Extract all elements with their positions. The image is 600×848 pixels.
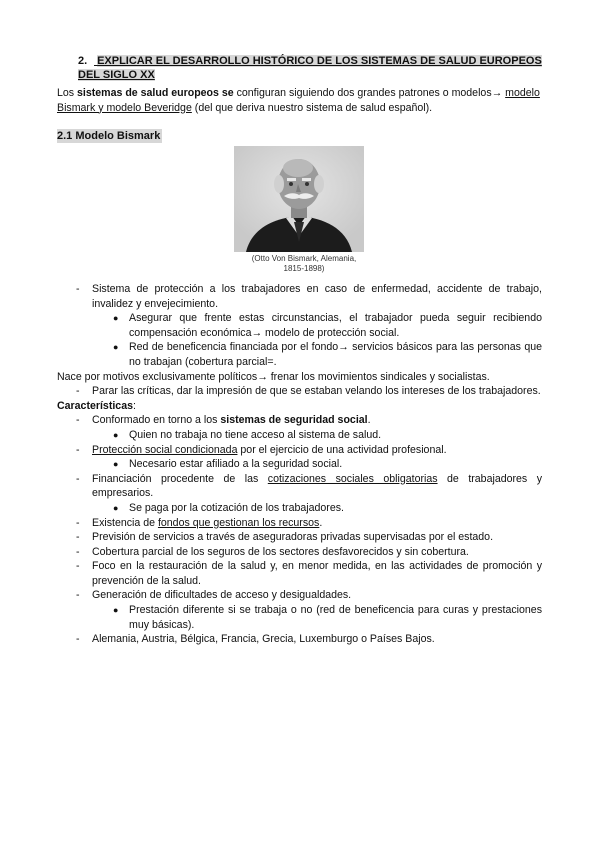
list-item xyxy=(0,428,600,443)
item-text: por el ejercicio de una actividad profesional. xyxy=(237,443,447,456)
item-text: Conformado en torno a los xyxy=(92,414,221,427)
list-item xyxy=(0,530,600,545)
item-text: Previsión de servicios a través de aseguradoras privadas supervisadas por el estado. xyxy=(92,531,494,544)
intro-underline: modelo Bismark y modelo Beveridge xyxy=(57,87,540,114)
dash-marker: - xyxy=(76,633,80,646)
item-text: Se paga por la cotización de los trabajadores. xyxy=(129,501,344,514)
item-text: . xyxy=(319,516,323,529)
item-underline: cotizaciones sociales obligatorias xyxy=(267,472,438,485)
section-number: 2. xyxy=(78,55,88,67)
paragraph-motivos: Nace por motivos exclusivamente políticos→ frenar los movimientos sindicales y socialistas. xyxy=(57,370,490,383)
item-text: Alemania, Austria, Bélgica, Francia, Grecia, Luxemburgo o Países Bajos. xyxy=(92,633,435,646)
list-item xyxy=(0,632,600,647)
list-item xyxy=(0,443,600,458)
bullet-icon: ● xyxy=(113,429,119,440)
item-text: . xyxy=(367,414,371,427)
dash-marker: - xyxy=(76,516,80,529)
intro-text-3: (del que deriva nuestro sistema de salud español). xyxy=(191,101,433,114)
dash-marker: - xyxy=(76,589,80,602)
bullet-icon: ● xyxy=(113,502,119,513)
list-item xyxy=(0,282,600,311)
bullet-icon: ● xyxy=(113,342,119,353)
item-text: Red de beneficencia financiada por el fondo→ servicios básicos para las personas que no trabajan (cobertura parcial=. xyxy=(129,341,542,368)
item-text: Prestación diferente si se trabaja o no (red de beneficencia para curas y prestaciones muy básicas). xyxy=(129,604,542,631)
characteristics-heading xyxy=(0,399,600,414)
list-item xyxy=(0,413,600,428)
body-content xyxy=(0,282,600,647)
dash-marker: - xyxy=(76,443,80,456)
list-item xyxy=(0,588,600,603)
item-text: Parar las críticas, dar la impresión de que se estaban velando los intereses de los trabajadores. xyxy=(92,385,541,398)
list-item xyxy=(0,457,600,472)
item-text: de trabajadores y empresarios. xyxy=(92,472,542,500)
bismarck-portrait xyxy=(234,146,364,252)
subheading xyxy=(57,130,162,142)
item-underline: Protección social condicionada xyxy=(92,443,238,456)
item-text: Financiación procedente de las xyxy=(92,472,268,485)
bullet-icon: ● xyxy=(113,605,119,616)
intro-text-2: configuran siguiendo dos grandes patrones o modelos→ xyxy=(233,87,506,99)
item-text: Necesario estar afiliado a la seguridad social. xyxy=(129,458,343,471)
list-item xyxy=(0,545,600,560)
list-item xyxy=(0,559,600,588)
list-item xyxy=(0,384,600,399)
item-bold: sistemas de seguridad social xyxy=(220,414,368,427)
list-item xyxy=(0,311,600,340)
dash-marker: - xyxy=(76,283,80,295)
bullet-icon: ● xyxy=(113,313,119,324)
bullet-icon: ● xyxy=(113,459,119,470)
caption-line-2: 1815-1898) xyxy=(283,264,325,273)
dash-marker: - xyxy=(76,385,80,398)
intro-paragraph xyxy=(57,86,547,115)
dash-marker: - xyxy=(76,472,80,485)
item-text: Quien no trabaja no tiene acceso al sistema de salud. xyxy=(129,428,382,441)
dash-marker: - xyxy=(76,531,80,544)
caption-line-1: (Otto Von Bismark, Alemania, xyxy=(251,254,357,263)
list-item xyxy=(0,516,600,531)
list-item xyxy=(0,472,600,501)
list-item xyxy=(0,340,600,369)
list-item xyxy=(0,603,600,632)
dash-marker: - xyxy=(76,414,80,427)
intro-bold: sistemas de salud europeos se xyxy=(77,87,234,99)
item-text: Sistema de protección a los trabajadores en caso de enfermedad, accidente de trabajo, invalidez y envejecimiento. xyxy=(92,283,542,310)
item-text: Foco en la restauración de la salud y, en menor medida, en las actividades de promoción y prevención de la salud. xyxy=(92,560,542,587)
dash-marker: - xyxy=(76,560,80,573)
section-heading xyxy=(78,54,548,82)
item-text: Generación de dificultades de acceso y desigualdades. xyxy=(92,589,352,602)
item-underline: fondos que gestionan los recursos xyxy=(157,516,320,529)
intro-text-1: Los xyxy=(57,87,78,99)
portrait-caption xyxy=(244,254,364,274)
characteristics-colon: : xyxy=(132,399,136,412)
characteristics-label: Características xyxy=(57,399,133,412)
list-item xyxy=(0,501,600,516)
item-text: Cobertura parcial de los seguros de los sectores desfavorecidos y sin cobertura. xyxy=(92,545,469,558)
dash-marker: - xyxy=(76,545,80,558)
section-title: EXPLICAR EL DESARROLLO HISTÓRICO DE LOS SISTEMAS DE SALUD EUROPEOS DEL SIGLO XX xyxy=(78,55,542,81)
item-text: Existencia de xyxy=(92,516,158,529)
subheading-text: 2.1 Modelo Bismark xyxy=(57,130,161,142)
item-text: Asegurar que frente estas circunstancias, el trabajador pueda seguir recibiendo compensación económica→ modelo de protección social. xyxy=(129,312,542,339)
